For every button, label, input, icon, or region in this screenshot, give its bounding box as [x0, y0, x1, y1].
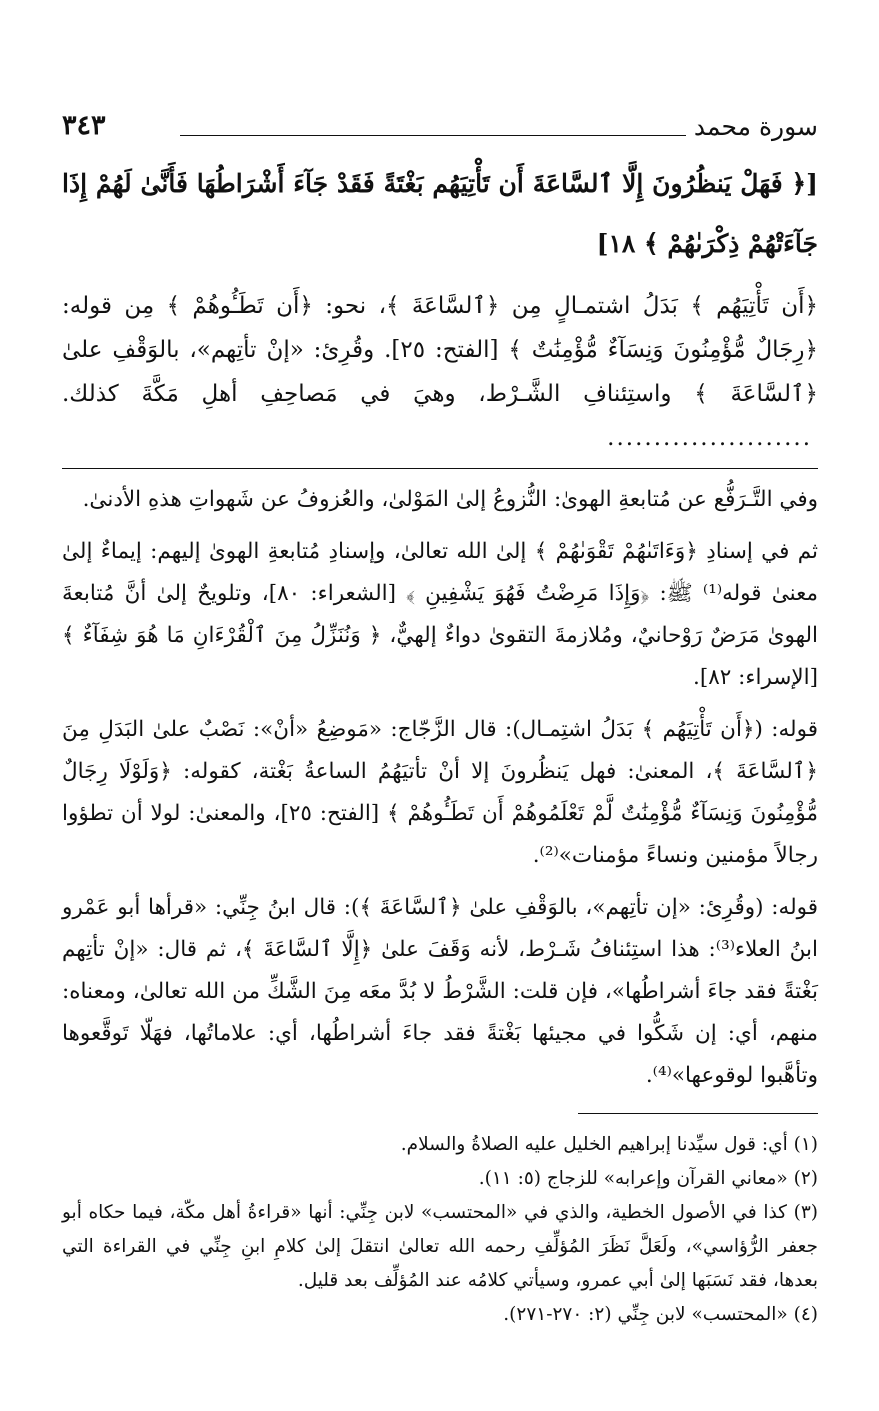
footnote: (١) أي: قول سيِّدنا إبراهيم الخليل عليه الصلاةُ والسلام. — [400, 1134, 818, 1155]
surah-title: سورة محمد — [693, 112, 818, 141]
footnotes — [62, 1128, 818, 1332]
main-commentary-text: ﴿أَن تَأْتِيَهُم ﴾ بَدَلُ اشتمـالٍ مِن ﴿ٱلسَّاعَةَ ﴾، نحو: ﴿أَن تَطَـُٔوهُمْ ﴾ مِن قوله: ﴿رِجَالٌ مُّؤْمِنُونَ وَنِسَآءٌ مُّؤْمِنَٰتٌ ﴾ [الفتح: ٢٥]. وقُرِئ: «إنْ تأتِهم»، بالوَقْفِ علىٰ ﴿ٱلسَّاعَةَ ﴾ واستِئنافِ الشَّـرْط، وهيَ في مَصاحِفِ أهلِ مَكَّةَ كذلك. — [62, 293, 818, 407]
main-commentary — [62, 284, 818, 460]
page-header — [62, 108, 818, 148]
quran-verse: [﴿ فَهَلْ يَنظُرُونَ إِلَّا ٱلسَّاعَةَ أَن تَأْتِيَهُم بَغْتَةً فَقَدْ جَآءَ أَشْرَاطُهَا فَأَنَّىٰ لَهُمْ إِذَا جَآءَتْهُمْ ذِكْرَىٰهُمْ ﴾ ١٨] — [62, 169, 818, 258]
gloss-section — [62, 479, 818, 1097]
gloss-paragraph: وفي التَّـرَفُّع عن مُتابعةِ الهوىٰ: النُّزوعُ إلىٰ المَوْلىٰ، والعُزوفُ عن شَهواتِ هذهِ الأدنىٰ. — [82, 487, 818, 512]
page — [62, 108, 818, 1332]
gloss-paragraph: قوله: (﴿أَن تَأْتِيَهُم ﴾ بَدَلُ اشتِمـال): قال الزَّجّاج: «مَوضِعُ «أنْ»: نَصْبٌ علىٰ البَدَلِ مِنَ ﴿ٱلسَّاعَةَ ﴾، المعنىٰ: فهل يَنظُرونَ إلا أنْ تأتيَهُمُ الساعةُ بَغْتة، كقوله: ﴿وَلَوْلَا رِجَالٌ مُّؤْمِنُونَ وَنِسَآءٌ مُّؤْمِنَٰتٌ لَّمْ تَعْلَمُوهُمْ أَن تَطَـُٔوهُمْ ﴾ [الفتح: ٢٥]، والمعنىٰ: لولا أن تطؤوا رجالاً مؤمنين ونساءً مؤمنات»⁽²⁾. — [62, 717, 818, 868]
page-number: ٣٤٣ — [62, 110, 106, 141]
header-rule — [180, 135, 686, 136]
footnote: (٣) كذا في الأصول الخطية، والذي في «المحتسب» لابن جِنِّي: أنها «قراءةُ أهل مكّة، فيما حكاه أبو جعفر الرُّؤاسي»، ولَعَلَّ نَظَرَ المُؤلِّفِ رحمه الله تعالىٰ انتقلَ إلىٰ كلامِ ابنِ جِنِّي في القراءة التي بعدها، فقد نَسَبَها إلىٰ أبي عمرو، وسيأتي كلامُه عند المُؤلِّف بعد قليل. — [62, 1202, 818, 1291]
ellipsis-dots: ...................... — [607, 425, 812, 451]
footnote-divider — [578, 1113, 818, 1114]
gloss-paragraph: ثم في إسنادِ ﴿وَءَاتَىٰهُمْ تَقْوَىٰهُمْ ﴾ إلىٰ الله تعالىٰ، وإسنادِ مُتابعةِ الهوىٰ إليهم: إيماءٌ إلىٰ معنىٰ قوله⁽¹⁾ ﷺ: ﴿وَإِذَا مَرِضْتُ فَهُوَ يَشْفِينِ ﴾ [الشعراء: ٨٠]، وتلويحٌ إلىٰ أنَّ مُتابعةَ الهوىٰ مَرَضٌ رَوْحانيٌ، ومُلازمةَ التقوىٰ دواءٌ إلهيٌّ، ﴿ وَنُنَزِّلُ مِنَ ٱلْقُرْءَانِ مَا هُوَ شِفَآءٌ ﴾ [الإسراء: ٨٢]. — [62, 539, 819, 690]
section-divider — [62, 468, 818, 469]
footnote: (٤) «المحتسب» لابن جِنِّي (٢: ٢٧٠-٢٧١). — [503, 1304, 818, 1325]
footnote: (٢) «معاني القرآن وإعرابه» للزجاج (٥: ١١). — [478, 1168, 818, 1189]
gloss-paragraph: قوله: (وقُرِئ: «إن تأتِهم»، بالوَقْفِ علىٰ ﴿ٱلسَّاعَةَ ﴾): قال ابنُ جِنِّي: «قرأها أبو عَمْرو ابنُ العلاء⁽³⁾: هذا استِئنافُ شَـرْط، لأنه وَقَفَ علىٰ ﴿إِلَّا ٱلسَّاعَةَ ﴾، ثم قال: «إنْ تأتِهم بَغْتةً فقد جاءَ أشراطُها»، فإن قلت: الشَّرْطُ لا بُدَّ معَه مِنَ الشَّكِّ من الله تعالىٰ، ومعناه: منهم، أي: إن شَكُّوا في مجيئها بَغْتةً فقد جاءَ أشراطُها، أي: علاماتُها، فهَلّا تَوقَّعوها وتأهَّبوا لوقوعها»⁽⁴⁾. — [62, 895, 818, 1088]
